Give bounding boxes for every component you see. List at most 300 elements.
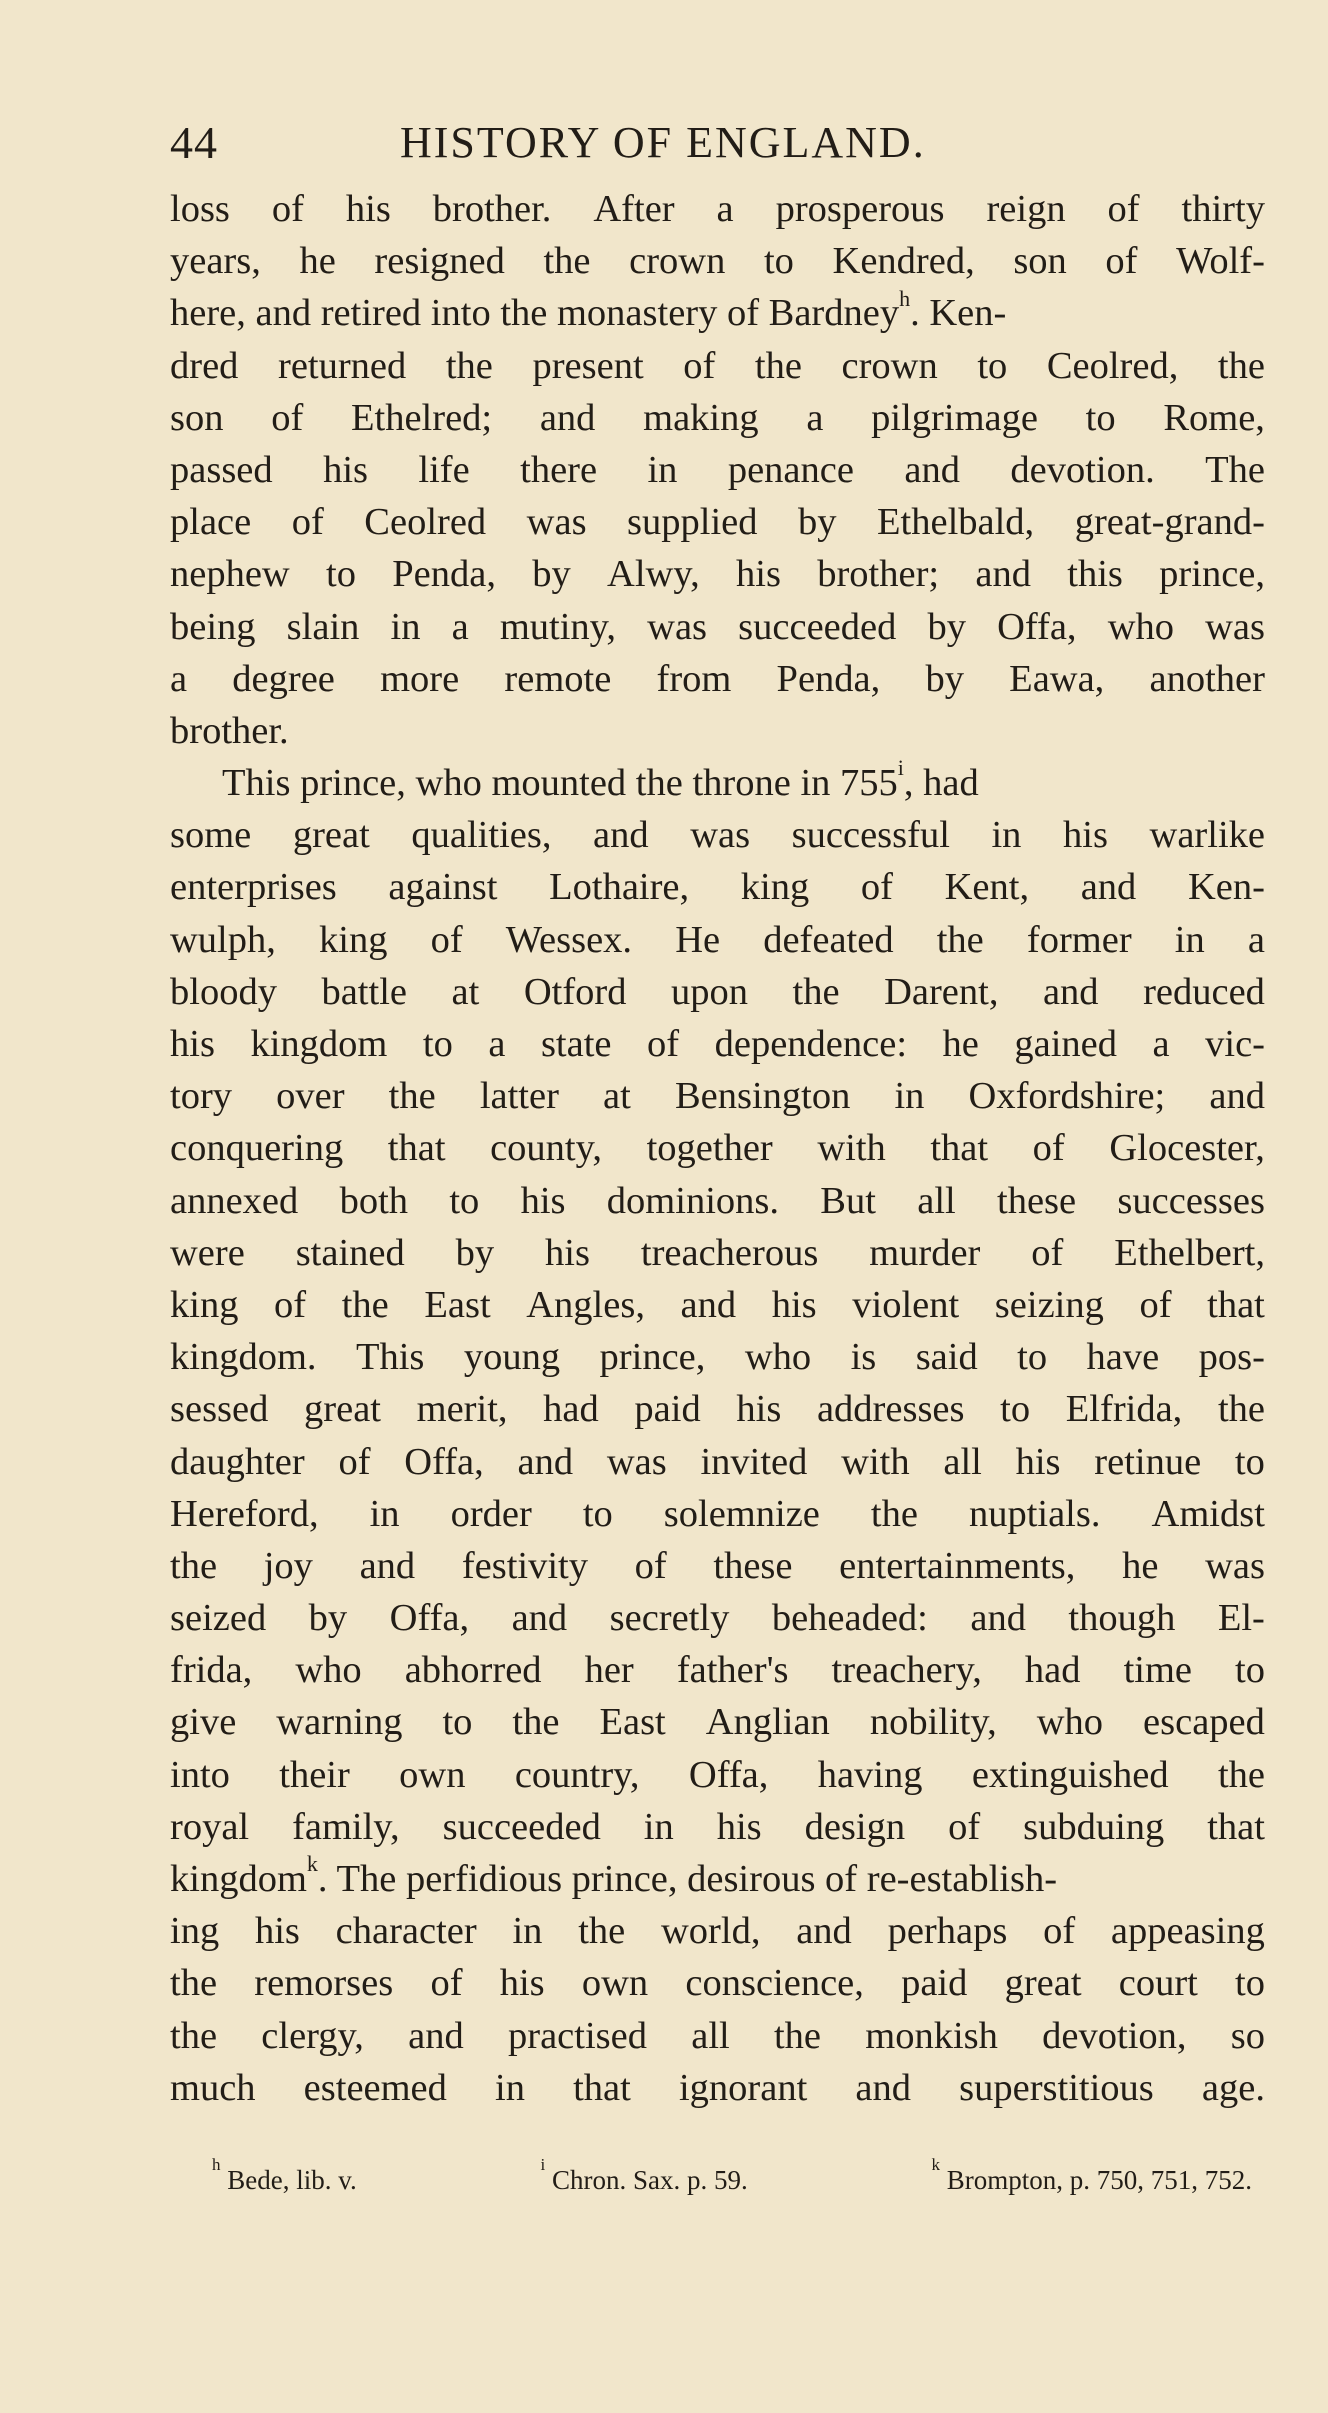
footnote-ref-h: h (899, 285, 911, 311)
text-line (170, 757, 1265, 809)
word: secretly (609, 1597, 730, 1640)
word: the (543, 240, 591, 283)
word: Ethelred; (351, 396, 493, 439)
word: Angles, (526, 1283, 645, 1326)
word: and (855, 2066, 911, 2109)
word: great-grand- (1074, 501, 1265, 544)
text-line (170, 2010, 1265, 2062)
word: present (532, 344, 644, 387)
word: by (925, 657, 964, 700)
word: their (279, 1753, 350, 1796)
word: who (1107, 605, 1174, 648)
word: own (399, 1753, 466, 1796)
word: to (1235, 1962, 1265, 2005)
word: daughter (170, 1440, 305, 1483)
word: having (817, 1753, 923, 1796)
word: Penda, (776, 657, 881, 700)
word: great (292, 814, 370, 857)
word: king (740, 866, 810, 909)
word: and (511, 1597, 568, 1640)
text-line (170, 1749, 1265, 1801)
word: remorses (254, 1962, 394, 2005)
word: Wessex. (505, 918, 633, 961)
word: to (1235, 1649, 1265, 1692)
word: and (1042, 970, 1099, 1013)
word: qualities, (411, 814, 552, 857)
word: Amidst (1151, 1492, 1265, 1535)
word: king (319, 918, 388, 961)
word: Darent, (884, 970, 999, 1013)
word: in (512, 1910, 543, 1953)
word: ignorant (678, 2066, 808, 2109)
word: warning (276, 1701, 403, 1744)
text-line (170, 548, 1265, 600)
word: to (763, 240, 794, 283)
word: at (603, 1075, 631, 1118)
word: clergy, (261, 2014, 364, 2057)
word: invited (700, 1440, 808, 1483)
word: appeasing (1110, 1910, 1265, 1953)
page-number: 44 (170, 117, 218, 168)
word: against (388, 866, 498, 909)
word: and (1209, 1075, 1265, 1118)
word: and (539, 396, 596, 439)
word: great (304, 1388, 381, 1431)
word: in (369, 1492, 400, 1535)
word: to (1234, 1440, 1265, 1483)
footnote-text: Bede, lib. v. (227, 2165, 357, 2195)
word: a (1247, 918, 1265, 961)
word: treacherous (640, 1231, 819, 1274)
word: was (606, 1440, 667, 1483)
word: seizing (994, 1283, 1104, 1326)
word: own (581, 1962, 649, 2005)
word: place (170, 501, 252, 544)
word: country, (514, 1753, 640, 1796)
word: he (299, 240, 336, 283)
text-line: brother. (170, 709, 289, 752)
word: nephew (170, 553, 290, 596)
word: devotion. (1010, 448, 1155, 491)
word: of (1107, 188, 1140, 230)
word: pilgrimage (871, 396, 1038, 439)
text-line (170, 1331, 1265, 1383)
word: pos- (1198, 1336, 1265, 1379)
word: Ceolred, (1046, 344, 1179, 387)
footnote-h (212, 2155, 357, 2200)
word: county, (490, 1127, 603, 1170)
word: that (387, 1127, 446, 1170)
word: of (271, 188, 304, 230)
word: was (526, 501, 587, 544)
word: of (647, 1023, 680, 1065)
word: years, (170, 240, 261, 283)
word: of (291, 501, 324, 544)
text-fragment: This prince, who mounted the throne in 755$^i$, had (222, 755, 979, 805)
word: life (418, 448, 470, 491)
text-line (170, 809, 1265, 861)
word: at (451, 970, 480, 1013)
text-line (170, 1801, 1265, 1853)
word: to (582, 1492, 613, 1535)
word: to (326, 553, 356, 596)
word: and (359, 1544, 416, 1587)
word: degree (232, 657, 335, 700)
word: the (870, 1492, 918, 1535)
word: the (773, 2014, 822, 2057)
word: Offa, (997, 605, 1077, 648)
word: prince, (599, 1336, 706, 1379)
word: of (1043, 1910, 1076, 1953)
word: addresses (816, 1388, 965, 1431)
word: mutiny, (499, 605, 617, 648)
footnote-text: Brompton, p. 750, 751, 752. (946, 2165, 1252, 2195)
word: of (860, 866, 893, 909)
word: the (754, 344, 802, 387)
word: world, (661, 1910, 761, 1953)
word: Ceolred (364, 501, 487, 544)
word: remote (504, 657, 612, 700)
word: and (1080, 866, 1137, 909)
word: prosperous (775, 188, 945, 230)
word: battle (321, 970, 407, 1013)
footnote-k (931, 2155, 1252, 2200)
word: conscience, (685, 1962, 864, 2005)
text-line (170, 235, 1265, 287)
word: was (690, 814, 751, 857)
word: Elfrida, (1065, 1388, 1183, 1431)
text-line (170, 2062, 1265, 2114)
word: give (170, 1701, 237, 1744)
word: prince, (1159, 553, 1265, 596)
word: abhorred (404, 1649, 542, 1692)
text-line (170, 444, 1265, 496)
word: of (1032, 1127, 1065, 1170)
word: the (578, 1910, 626, 1953)
word: The (1205, 448, 1265, 491)
word: Penda, (392, 553, 496, 596)
word: age. (1201, 2066, 1265, 2109)
word: nuptials. (968, 1492, 1101, 1535)
word: design (804, 1805, 906, 1848)
text-line (170, 1644, 1265, 1696)
word: these (997, 1179, 1077, 1222)
word: his (736, 1388, 782, 1431)
word: escaped (1143, 1701, 1265, 1744)
word: his (1063, 814, 1108, 857)
text-line (170, 183, 1265, 235)
word: reign (986, 188, 1066, 230)
word: Otford (523, 970, 627, 1013)
word: his (1015, 1440, 1061, 1483)
word: to (1000, 1388, 1031, 1431)
word: said (915, 1336, 978, 1379)
word: his (254, 1910, 300, 1953)
word: Offa, (389, 1597, 470, 1640)
text-line (170, 1070, 1265, 1122)
word: But (820, 1179, 876, 1222)
word: these (713, 1544, 793, 1587)
word: loss (170, 188, 230, 230)
word: gained (1014, 1023, 1118, 1065)
text-line (170, 1122, 1265, 1174)
word: This (355, 1336, 425, 1379)
word: and (904, 448, 960, 491)
footnote-i (540, 2155, 748, 2200)
word: character (335, 1910, 477, 1953)
word: by (532, 553, 571, 596)
word: more (380, 657, 460, 700)
word: who (744, 1336, 812, 1379)
word: Kent, (944, 866, 1030, 909)
word: extinguished (971, 1753, 1169, 1796)
word: East (599, 1701, 666, 1744)
page-header (170, 113, 1265, 173)
text-line (170, 601, 1265, 653)
footnote-mark: i (540, 2155, 546, 2174)
word: succeeded (738, 605, 897, 648)
word: devotion, (1042, 2014, 1187, 2057)
text-line (170, 966, 1265, 1018)
word: and (975, 553, 1031, 596)
text-line (170, 1175, 1265, 1227)
word: seized (170, 1597, 267, 1640)
word: in (390, 605, 421, 648)
word: by (455, 1231, 495, 1274)
word: of (338, 1440, 371, 1483)
text-line (170, 1227, 1265, 1279)
word: of (430, 918, 463, 961)
word: was (1205, 1544, 1265, 1587)
word: resigned (374, 240, 505, 283)
word: a (170, 657, 188, 700)
word: by (308, 1597, 348, 1640)
word: former (1026, 918, 1132, 961)
word: practised (508, 2014, 647, 2057)
word: all (917, 1179, 956, 1222)
word: much (170, 2066, 256, 2109)
word: with (841, 1440, 910, 1483)
word: in (1174, 918, 1205, 961)
word: retinue (1094, 1440, 1202, 1483)
text-line (170, 1853, 1265, 1905)
word: passed (170, 448, 273, 491)
text-line (170, 1018, 1265, 1070)
word: festivity (461, 1544, 588, 1587)
footnote-text: Chron. Sax. p. 59. (551, 2165, 748, 2195)
word: he (1122, 1544, 1159, 1587)
word: Anglian (705, 1701, 830, 1744)
word: in (647, 448, 678, 491)
footnote-ref-i: i (897, 755, 904, 781)
word: the (512, 1701, 560, 1744)
word: stained (295, 1231, 405, 1274)
text-line (170, 340, 1265, 392)
footnote-ref-k: k (306, 1851, 318, 1877)
word: of (271, 396, 304, 439)
word: Ken- (1187, 866, 1265, 909)
word: Alwy, (607, 553, 700, 596)
word: to (1085, 396, 1116, 439)
word: young (463, 1336, 561, 1379)
word: over (276, 1075, 345, 1118)
word: his (170, 1023, 215, 1065)
word: murder (869, 1231, 981, 1274)
word: successes (1117, 1179, 1265, 1222)
word: kingdom (250, 1023, 388, 1065)
word: defeated (763, 918, 894, 961)
word: brother. (432, 188, 552, 230)
word: all (943, 1440, 982, 1483)
word: Oxfordshire; (968, 1075, 1166, 1118)
word: crown (841, 344, 938, 387)
word: to (422, 1023, 453, 1065)
word: were (170, 1231, 245, 1274)
word: the (341, 1283, 389, 1326)
word: entertainments, (839, 1544, 1076, 1587)
word: with (817, 1127, 886, 1170)
word: nobility, (869, 1701, 997, 1744)
word: his (520, 1179, 566, 1222)
word: being (170, 605, 256, 648)
word: the (170, 2014, 218, 2057)
word: After (593, 188, 675, 230)
word: a (806, 396, 824, 439)
word: to (1017, 1336, 1048, 1379)
text-line (170, 496, 1265, 548)
word: of (1139, 1283, 1172, 1326)
word: son (170, 396, 224, 439)
text-line (170, 861, 1265, 913)
text-line (170, 1436, 1265, 1488)
word: in (495, 2066, 525, 2109)
text-line (170, 1540, 1265, 1592)
word: ing (170, 1910, 220, 1953)
text-line (170, 392, 1265, 444)
word: joy (263, 1544, 313, 1587)
word: a (451, 605, 469, 648)
text-line (170, 1488, 1265, 1540)
word: brother; (817, 553, 940, 596)
word: Wolf- (1176, 240, 1265, 283)
word: returned (278, 344, 407, 387)
word: his (345, 188, 391, 230)
word: this (1067, 553, 1123, 596)
text-line (170, 1383, 1265, 1435)
word: another (1149, 657, 1265, 700)
word: of (634, 1544, 667, 1587)
word: there (520, 448, 598, 491)
word: tory (170, 1075, 233, 1118)
word: slain (286, 605, 360, 648)
word: had (543, 1388, 599, 1431)
word: in (894, 1075, 925, 1118)
word: the (1217, 1388, 1265, 1431)
word: dominions. (606, 1179, 779, 1222)
word: crown (629, 240, 726, 283)
word: order (450, 1492, 532, 1535)
word: is (850, 1336, 877, 1379)
word: and (796, 1910, 852, 1953)
word: the (388, 1075, 436, 1118)
word: from (656, 657, 732, 700)
word: treachery, (831, 1649, 982, 1692)
word: reduced (1143, 970, 1265, 1013)
word: supplied (627, 501, 758, 544)
word: son (1013, 240, 1067, 283)
word: and (517, 1440, 574, 1483)
word: all (691, 2014, 730, 2057)
word: a (1152, 1023, 1170, 1065)
word: Lothaire, (549, 866, 690, 909)
word: merit, (416, 1388, 508, 1431)
word: though (1068, 1597, 1176, 1640)
word: who (1036, 1701, 1104, 1744)
word: the (170, 1962, 218, 2005)
word: East (424, 1283, 491, 1326)
word: into (170, 1753, 230, 1796)
text-line (170, 287, 1265, 339)
text-line (170, 914, 1265, 966)
word: warlike (1149, 814, 1265, 857)
word: sessed (170, 1388, 269, 1431)
word: that (930, 1127, 989, 1170)
word: by (927, 605, 966, 648)
word: bloody (170, 970, 277, 1013)
word: his (499, 1962, 545, 2005)
word: to (442, 1701, 473, 1744)
word: that (1207, 1283, 1265, 1326)
text-line (170, 1592, 1265, 1644)
body-text (170, 183, 1265, 2114)
word: his (736, 553, 781, 596)
footnote-mark: k (931, 2155, 940, 2174)
text-line (170, 1905, 1265, 1957)
word: Ethelbert, (1114, 1231, 1265, 1274)
word: Offa, (688, 1753, 769, 1796)
word: solemnize (663, 1492, 820, 1535)
word: Hereford, (170, 1492, 319, 1535)
word: great (1004, 1962, 1082, 2005)
word: that (1207, 1805, 1265, 1848)
word: frida, (170, 1649, 253, 1692)
word: vic- (1205, 1023, 1265, 1065)
word: violent (852, 1283, 960, 1326)
word: family, (292, 1805, 400, 1848)
word: paid (901, 1962, 968, 2005)
word: the (1217, 1753, 1265, 1796)
word: Glocester, (1109, 1127, 1265, 1170)
word: paid (634, 1388, 701, 1431)
word: royal (170, 1805, 250, 1848)
text-line (170, 1696, 1265, 1748)
word: enterprises (170, 866, 337, 909)
word: Offa, (404, 1440, 484, 1483)
word: in (643, 1805, 674, 1848)
word: subduing (1023, 1805, 1165, 1848)
word: both (339, 1179, 409, 1222)
text-fragment: here, and retired into the monastery of Bardney$^h$. Ken- (170, 285, 1007, 335)
word: He (675, 918, 721, 961)
running-title: HISTORY OF ENGLAND. (400, 118, 926, 167)
word: of (683, 344, 716, 387)
word: Kendred, (832, 240, 975, 283)
word: of (1105, 240, 1138, 283)
word: and (408, 2014, 464, 2057)
word: penance (727, 448, 854, 491)
word: and (593, 814, 649, 857)
word: of (274, 1283, 307, 1326)
